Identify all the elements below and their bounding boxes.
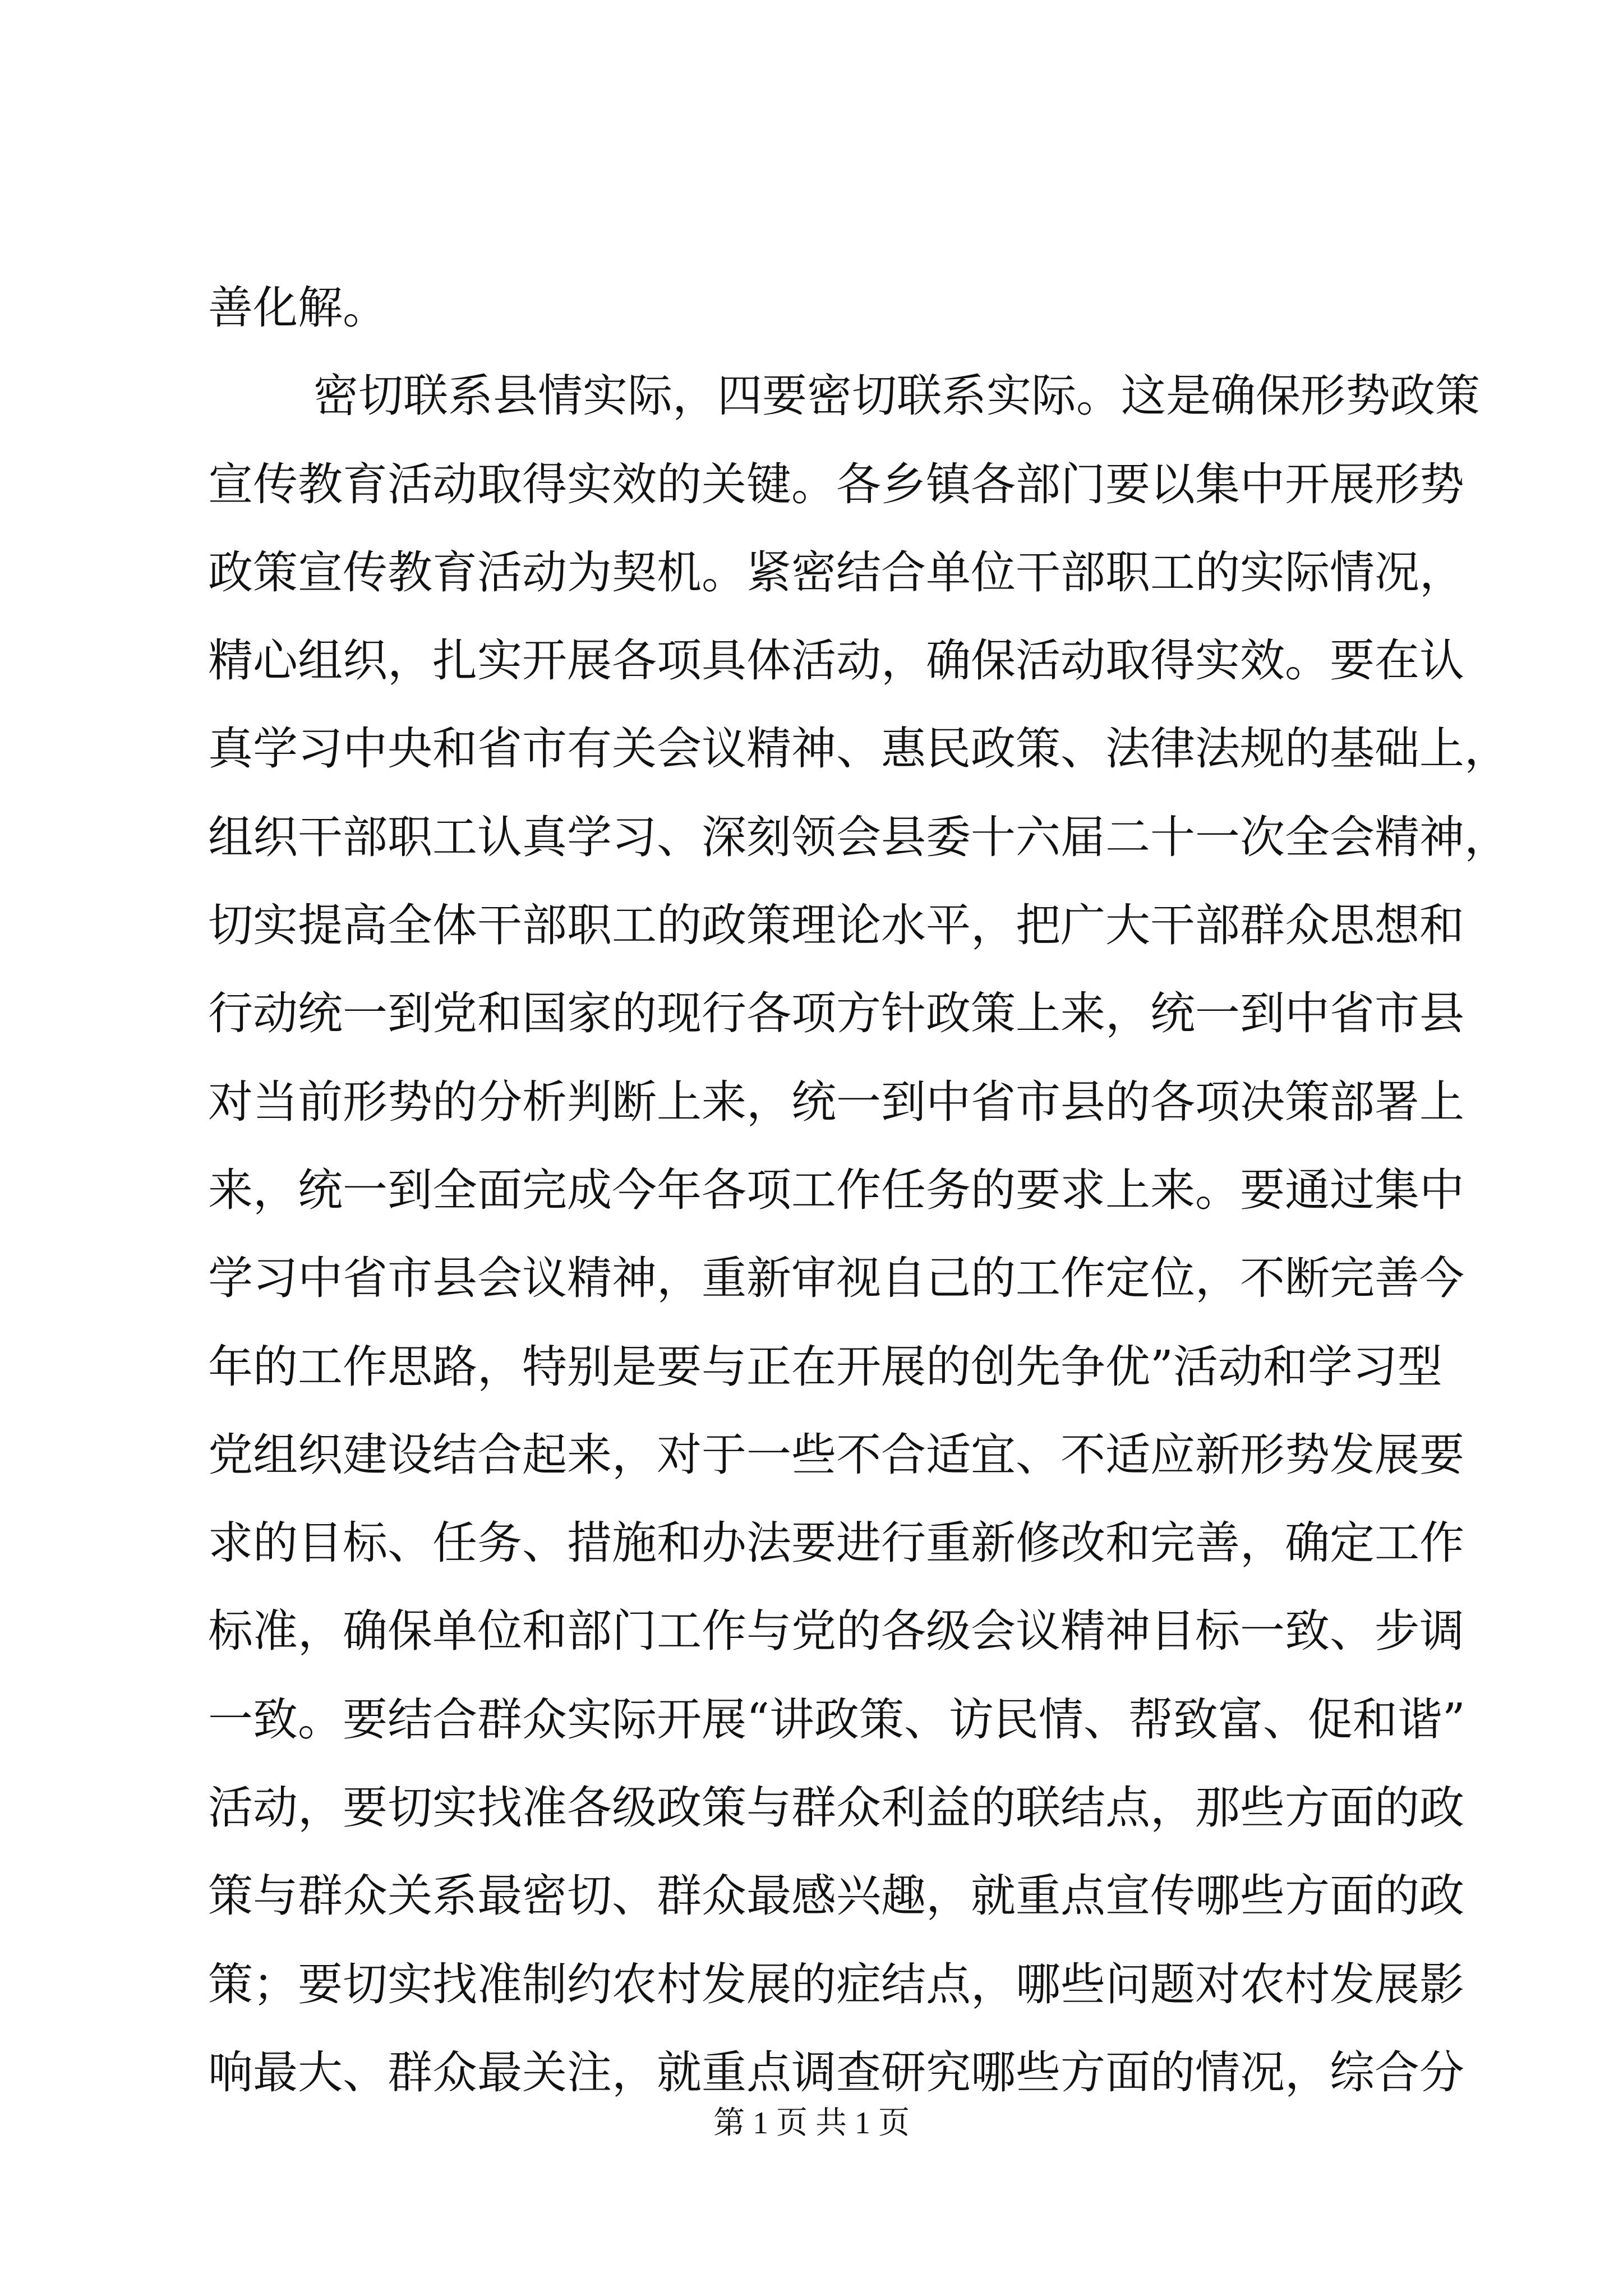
text-line: 活动，要切实找准各级政策与群众利益的联结点，那些方面的政 [208, 1782, 1464, 1834]
text-line: 求的目标、任务、措施和办法要进行重新修改和完善，确定工作 [208, 1517, 1464, 1570]
text-line: 组织干部职工认真学习、深刻领会县委十六届二十一次全会精神， [208, 811, 1509, 863]
text-line: 切实提高全体干部职工的政策理论水平，把广大干部群众思想和 [208, 899, 1464, 952]
text-line: 行动统一到党和国家的现行各项方针政策上来，统一到中省市县 [208, 987, 1464, 1040]
text-line: 响最大、群众最关注，就重点调查研究哪些方面的情况，综合分 [208, 2046, 1464, 2099]
text-line: 年的工作思路，特别是要与正在开展的创先争优”活动和学习型 [208, 1340, 1442, 1393]
text-line: 策与群众关系最密切、群众最感兴趣，就重点宣传哪些方面的政 [208, 1870, 1464, 1922]
text-line: 策；要切实找准制约农村发展的症结点，哪些问题对农村发展影 [208, 1958, 1464, 2010]
text-line: 学习中省市县会议精神，重新审视自己的工作定位，不断完善今 [208, 1252, 1464, 1305]
text-line: 党组织建设结合起来，对于一些不合适宜、不适应新形势发展要 [208, 1428, 1464, 1481]
text-line: 标准，确保单位和部门工作与党的各级会议精神目标一致、步调 [208, 1605, 1464, 1658]
text-line: 善化解。 [208, 282, 388, 334]
text-line: 宣传教育活动取得实效的关键。各乡镇各部门要以集中开展形势 [208, 458, 1464, 510]
text-line: 真学习中央和省市有关会议精神、惠民政策、法律法规的基础上， [208, 723, 1509, 775]
text-line: 一致。要结合群众实际开展“讲政策、访民情、帮致富、促和谐” [208, 1693, 1465, 1746]
page-number-footer: 第 1 页 共 1 页 [713, 2106, 910, 2141]
text-line: 精心组织，扎实开展各项具体活动，确保活动取得实效。要在认 [208, 634, 1464, 687]
text-line: 对当前形势的分析判断上来，统一到中省市县的各项决策部署上 [208, 1075, 1464, 1128]
text-line: 来，统一到全面完成今年各项工作任务的要求上来。要通过集中 [208, 1163, 1464, 1216]
paragraph-start-line: 密切联系县情实际，四要密切联系实际。这是确保形势政策 [313, 370, 1480, 422]
body-text [208, 264, 1509, 2116]
text-line: 政策宣传教育活动为契机。紧密结合单位干部职工的实际情况， [208, 546, 1464, 599]
